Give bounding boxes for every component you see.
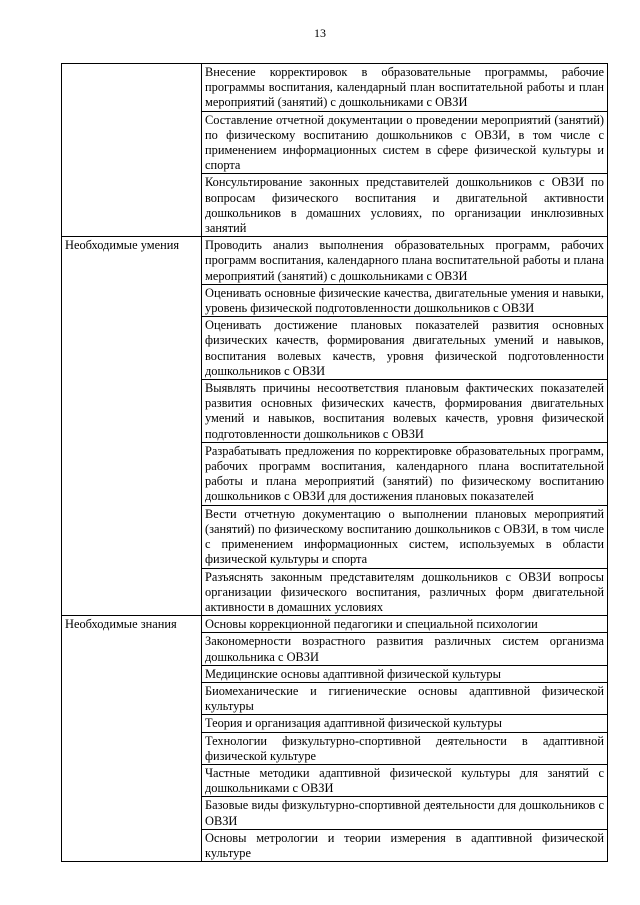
- section-item: Вести отчетную документацию о выполнении плановых мероприятий (занятий) по физическому воспитанию дошкольников с ОВЗИ, в том числе с применением информационных систем, используемых в области физической культуры и спорта: [202, 505, 608, 568]
- section-item: Разрабатывать предложения по корректировке образовательных программ, рабочих программ воспитания, календарного плана воспитательной работы и плана мероприятий (занятий) по физическому воспитанию дошкольников с ОВЗИ для достижения плановых показателей: [202, 442, 608, 505]
- section-item: Биомеханические и гигиенические основы адаптивной физической культуры: [202, 682, 608, 714]
- section-item: Разъяснять законным представителям дошкольников с ОВЗИ вопросы организации физического воспитания, различных форм двигательной активности в домашних условиях: [202, 568, 608, 616]
- section-item: Медицинские основы адаптивной физической культуры: [202, 665, 608, 682]
- section-item: Закономерности возрастного развития различных систем организма дошкольника с ОВЗИ: [202, 633, 608, 665]
- requirements-table-body: [62, 64, 608, 862]
- table-row: [62, 237, 608, 285]
- section-item: Внесение корректировок в образовательные программы, рабочие программы воспитания, календарный план воспитательной работы и план мероприятий (занятий) с дошкольниками с ОВЗИ: [202, 64, 608, 112]
- section-item: Оценивать достижение плановых показателей развития основных физических качеств, формирования двигательных умений и навыков, воспитания волевых качеств, уровня физической подготовленности дошкольников с ОВЗИ: [202, 317, 608, 380]
- section-item: Основы коррекционной педагогики и специальной психологии: [202, 616, 608, 633]
- section-item: Составление отчетной документации о проведении мероприятий (занятий) по физическому воспитанию дошкольников с ОВЗИ, в том числе с применением информационных систем в сфере физической культуры и спорта: [202, 111, 608, 174]
- section-label: Необходимые умения: [62, 237, 202, 616]
- section-label: Необходимые знания: [62, 616, 202, 862]
- section-item: Частные методики адаптивной физической культуры для занятий с дошкольниками с ОВЗИ: [202, 764, 608, 796]
- page-number: 13: [314, 26, 326, 40]
- section-item: Базовые виды физкультурно-спортивной деятельности для дошкольников с ОВЗИ: [202, 797, 608, 829]
- section-item: Консультирование законных представителей дошкольников с ОВЗИ по вопросам физического воспитания и двигательной активности дошкольников в домашних условиях, по организации инклюзивных занятий: [202, 174, 608, 237]
- section-item: Основы метрологии и теории измерения в адаптивной физической культуре: [202, 829, 608, 861]
- requirements-table: [61, 63, 608, 862]
- section-label: [62, 64, 202, 237]
- section-item: Проводить анализ выполнения образовательных программ, рабочих программ воспитания, календарного плана воспитательной работы и плана мероприятий (занятий) с дошкольниками с ОВЗИ: [202, 237, 608, 285]
- section-item: Выявлять причины несоответствия плановым фактических показателей развития основных физических качеств, формирования двигательных умений и навыков, воспитания волевых качеств, уровня физической подготовленности дошкольников с ОВЗИ: [202, 380, 608, 443]
- table-row: [62, 64, 608, 112]
- section-item: Оценивать основные физические качества, двигательные умения и навыки, уровень физической подготовленности дошкольников с ОВЗИ: [202, 284, 608, 316]
- table-row: [62, 616, 608, 633]
- section-item: Теория и организация адаптивной физической культуры: [202, 715, 608, 732]
- section-item: Технологии физкультурно-спортивной деятельности в адаптивной физической культуре: [202, 732, 608, 764]
